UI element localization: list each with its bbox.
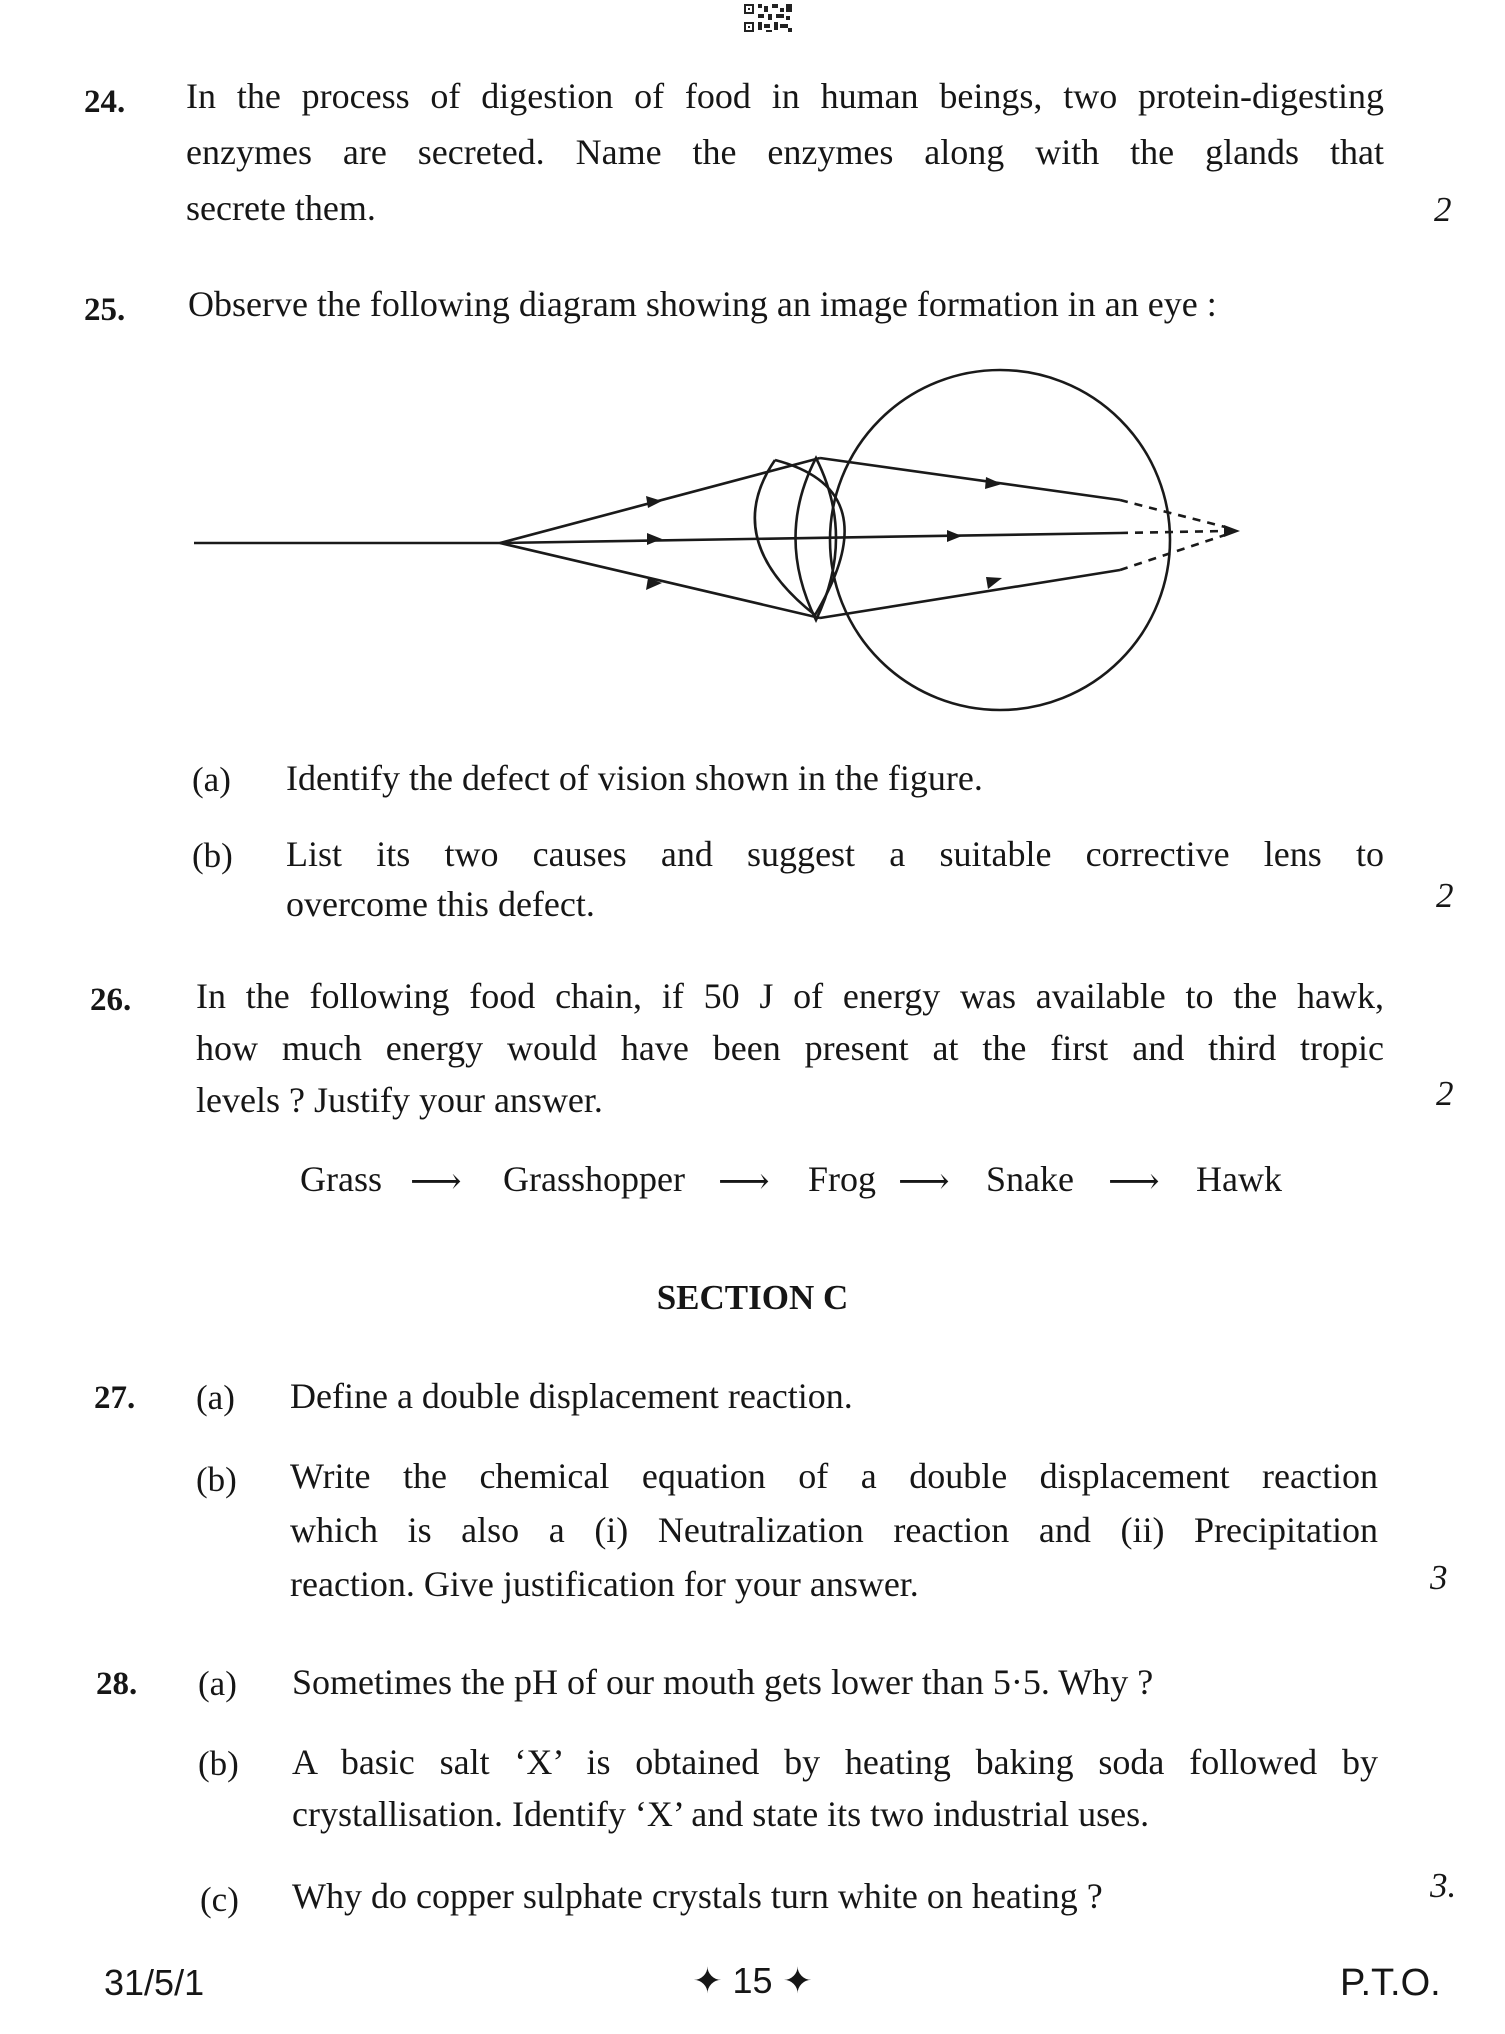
food-chain-arrow: ⟶ <box>410 1161 462 1201</box>
part-text-line: Write the chemical equation of a double displacement reaction <box>290 1456 1378 1496</box>
part-text-line: List its two causes and suggest a suitable corrective lens to <box>286 834 1384 874</box>
part-text-line: reaction. Give justification for your answer. <box>290 1564 919 1604</box>
image-point-arrowhead <box>1224 525 1240 537</box>
arrowhead <box>647 533 662 545</box>
part-label: (b) <box>192 836 233 875</box>
qr-code-icon <box>742 2 794 34</box>
ray-upper-extension <box>1120 500 1225 527</box>
marks: 2 <box>1436 876 1454 915</box>
question-text-line: enzymes are secreted. Name the enzymes along with the glands that <box>186 132 1384 172</box>
part-text-line: Define a double displacement reaction. <box>290 1376 853 1416</box>
question-text-line: In the process of digestion of food in human beings, two protein-digesting <box>186 76 1384 116</box>
food-chain-arrow: ⟶ <box>718 1161 770 1201</box>
part-text-line: Why do copper sulphate crystals turn white on heating ? <box>292 1876 1103 1916</box>
pto-label: P.T.O. <box>1340 1962 1441 2004</box>
eye-image-formation-diagram <box>180 330 1280 730</box>
arrowhead <box>985 477 1002 489</box>
question-text-line: secrete them. <box>186 188 376 228</box>
marks: 3. <box>1430 1866 1457 1905</box>
arrowhead <box>986 577 1002 589</box>
ray-lower-refracted <box>820 570 1120 618</box>
section-heading: SECTION C <box>656 1278 849 1317</box>
question-number: 28. <box>96 1666 138 1702</box>
food-chain-snake: Snake <box>986 1159 1074 1199</box>
food-chain-arrow: ⟶ <box>1108 1161 1160 1201</box>
part-text-line: overcome this defect. <box>286 884 595 924</box>
paper-code: 31/5/1 <box>104 1962 205 2003</box>
ray-lower-extension <box>1120 535 1225 570</box>
food-chain-arrow: ⟶ <box>898 1161 950 1201</box>
arrowhead <box>947 530 962 542</box>
marks: 2 <box>1434 190 1452 229</box>
food-chain-grasshopper: Grasshopper <box>503 1159 685 1199</box>
food-chain-grass: Grass <box>300 1159 382 1199</box>
food-chain-hawk: Hawk <box>1196 1159 1282 1199</box>
part-text-line: Identify the defect of vision shown in the figure. <box>286 758 983 798</box>
question-number: 27. <box>94 1380 136 1416</box>
question-number: 26. <box>90 982 132 1018</box>
part-label: (b) <box>198 1744 239 1783</box>
ray-upper-refracted <box>820 458 1120 500</box>
question-number: 24. <box>84 84 126 120</box>
part-text-line: crystallisation. Identify ‘X’ and state its two industrial uses. <box>292 1794 1150 1834</box>
part-text-line: which is also a (i) Neutralization reaction and (ii) Precipitation <box>290 1510 1378 1550</box>
part-label: (b) <box>196 1460 237 1499</box>
part-text-line: Sometimes the pH of our mouth gets lower than 5·5. Why ? <box>292 1662 1154 1702</box>
arrowhead <box>646 496 662 508</box>
question-number: 25. <box>84 292 126 328</box>
question-text-line: how much energy would have been present at the first and third tropic <box>196 1028 1384 1068</box>
part-text-line: A basic salt ‘X’ is obtained by heating baking soda followed by <box>292 1742 1378 1782</box>
eyeball <box>830 370 1170 710</box>
part-label: (a) <box>192 760 231 799</box>
part-label: (c) <box>200 1880 239 1919</box>
part-label: (a) <box>196 1378 235 1417</box>
food-chain-frog: Frog <box>808 1159 877 1199</box>
ray-central <box>500 533 1120 543</box>
question-text-line: Observe the following diagram showing an image formation in an eye : <box>188 284 1217 324</box>
marks: 2 <box>1436 1074 1454 1113</box>
part-label: (a) <box>198 1664 237 1703</box>
ray-central-extension <box>1120 531 1225 533</box>
question-text-line: levels ? Justify your answer. <box>196 1080 603 1120</box>
ray-lower-incident <box>500 543 820 618</box>
marks: 3 <box>1430 1558 1448 1597</box>
page-number: ✦ 15 ✦ <box>692 1960 813 2001</box>
question-text-line: In the following food chain, if 50 J of energy was available to the hawk, <box>196 976 1384 1016</box>
